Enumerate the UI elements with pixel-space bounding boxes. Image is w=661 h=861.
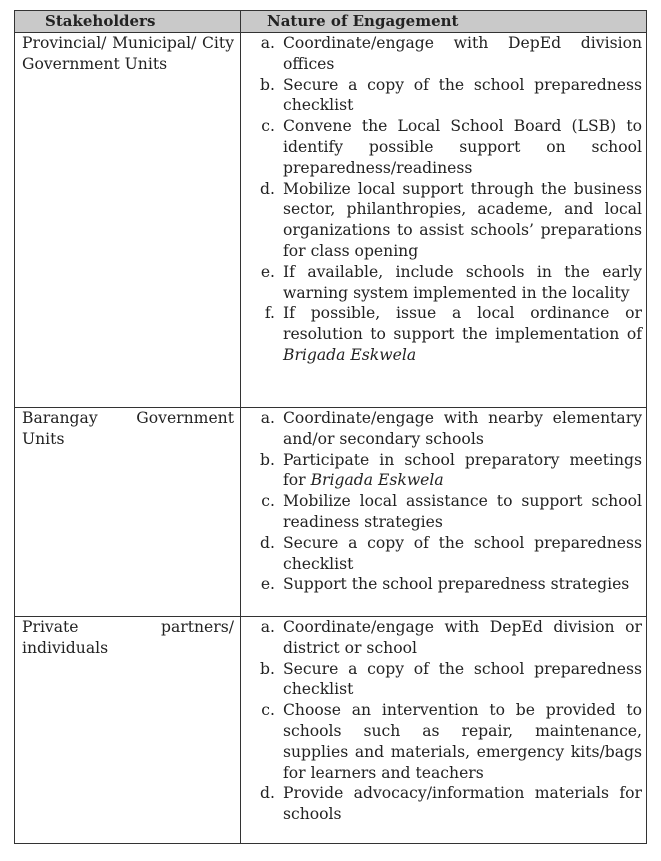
list-item-text-body: Provide advocacy/information materials for schools — [283, 784, 642, 824]
engagement-list — [241, 617, 642, 825]
list-item — [241, 533, 642, 575]
list-item — [241, 491, 642, 533]
list-item-text — [283, 75, 642, 117]
list-item-text-body: Convene the Local School Board (LSB) to identify possible support on school preparedness/readiness — [283, 117, 642, 177]
list-item-text-body: Choose an intervention to be provided to schools such as repair, maintenance, supplies and materials, emergency kits/bags for learners and teachers — [283, 701, 642, 782]
list-item — [241, 408, 642, 450]
list-item-text-body: Coordinate/engage with DepEd division offices — [283, 34, 642, 73]
list-item — [241, 33, 642, 75]
list-item — [241, 262, 642, 304]
list-item-text — [283, 303, 642, 365]
list-item — [241, 783, 642, 825]
table-header-row — [15, 11, 647, 33]
stakeholder-engagement-table — [14, 10, 647, 844]
table-row — [15, 617, 647, 844]
list-item-text-body: Secure a copy of the school preparedness checklist — [283, 659, 642, 699]
program-name-italic: Brigada Eskwela — [283, 345, 417, 364]
table-body — [15, 33, 647, 844]
list-item-marker: a. — [260, 34, 275, 52]
list-item-marker: a. — [260, 618, 275, 636]
program-name-italic: Brigada Eskwela — [310, 471, 444, 490]
list-item — [241, 659, 642, 701]
table-row — [15, 408, 647, 617]
list-item-marker: d. — [260, 533, 275, 552]
list-item — [241, 450, 642, 492]
list-item-text — [283, 262, 642, 304]
list-item-marker: f. — [264, 304, 275, 323]
list-item-text — [283, 700, 642, 783]
list-item-text-body: Coordinate/engage with DepEd division or district or school — [283, 618, 642, 657]
list-item-marker: c. — [261, 117, 275, 136]
list-item — [241, 116, 642, 178]
list-item-text-body: Participate in school preparatory meetings for — [283, 450, 642, 490]
engagement-cell — [241, 33, 647, 408]
list-item — [241, 617, 642, 659]
stakeholder-cell: Barangay Government Units — [15, 408, 241, 617]
list-item — [241, 574, 642, 595]
list-item-marker: d. — [260, 179, 275, 198]
engagement-cell — [241, 408, 647, 617]
list-item-text-body: Coordinate/engage with nearby elementary and/or secondary schools — [283, 409, 642, 448]
list-item-text-body: Secure a copy of the school preparedness checklist — [283, 75, 642, 115]
list-item-text — [283, 408, 642, 450]
list-item-marker: b. — [260, 450, 275, 469]
engagement-list — [241, 408, 642, 595]
list-item-text — [283, 659, 642, 701]
list-item-text — [283, 783, 642, 825]
header-stakeholders: Stakeholders — [15, 11, 241, 33]
list-item-text — [283, 450, 642, 492]
list-item-marker: e. — [260, 575, 275, 594]
list-item-text — [283, 116, 642, 178]
list-item-text — [283, 33, 642, 75]
list-item-text — [283, 491, 642, 533]
list-item — [241, 75, 642, 117]
header-nature-of-engagement: Nature of Engagement — [241, 11, 647, 33]
list-item-text-body: If possible, issue a local ordinance or resolution to support the implementation of — [283, 304, 642, 344]
list-item-text-body: If available, include schools in the early warning system implemented in the locality — [283, 262, 642, 302]
list-item-text — [283, 617, 642, 659]
stakeholder-cell: Provincial/ Municipal/ City Government Units — [15, 33, 241, 408]
list-item-marker: c. — [261, 701, 275, 720]
list-item-marker: b. — [260, 75, 275, 94]
stakeholder-cell: Private partners/ individuals — [15, 617, 241, 844]
list-item-marker: b. — [260, 659, 275, 678]
engagement-list — [241, 33, 642, 366]
list-item — [241, 303, 642, 365]
list-item-text-body: Mobilize local assistance to support school readiness strategies — [283, 492, 642, 531]
table-row — [15, 33, 647, 408]
list-item-marker: e. — [260, 262, 275, 281]
list-item — [241, 700, 642, 783]
list-item-text-body: Secure a copy of the school preparedness checklist — [283, 533, 642, 573]
list-item-text-body: Mobilize local support through the business sector, philanthropies, academe, and local organizations to assist schools’ preparations for class opening — [283, 179, 642, 260]
list-item-text — [283, 574, 642, 595]
list-item-marker: d. — [260, 784, 275, 803]
engagement-cell — [241, 617, 647, 844]
list-item-marker: c. — [261, 492, 275, 511]
list-item — [241, 179, 642, 262]
list-item-text — [283, 179, 642, 262]
list-item-text — [283, 533, 642, 575]
list-item-text-body: Support the school preparedness strategies — [283, 575, 630, 594]
list-item-marker: a. — [260, 409, 275, 427]
